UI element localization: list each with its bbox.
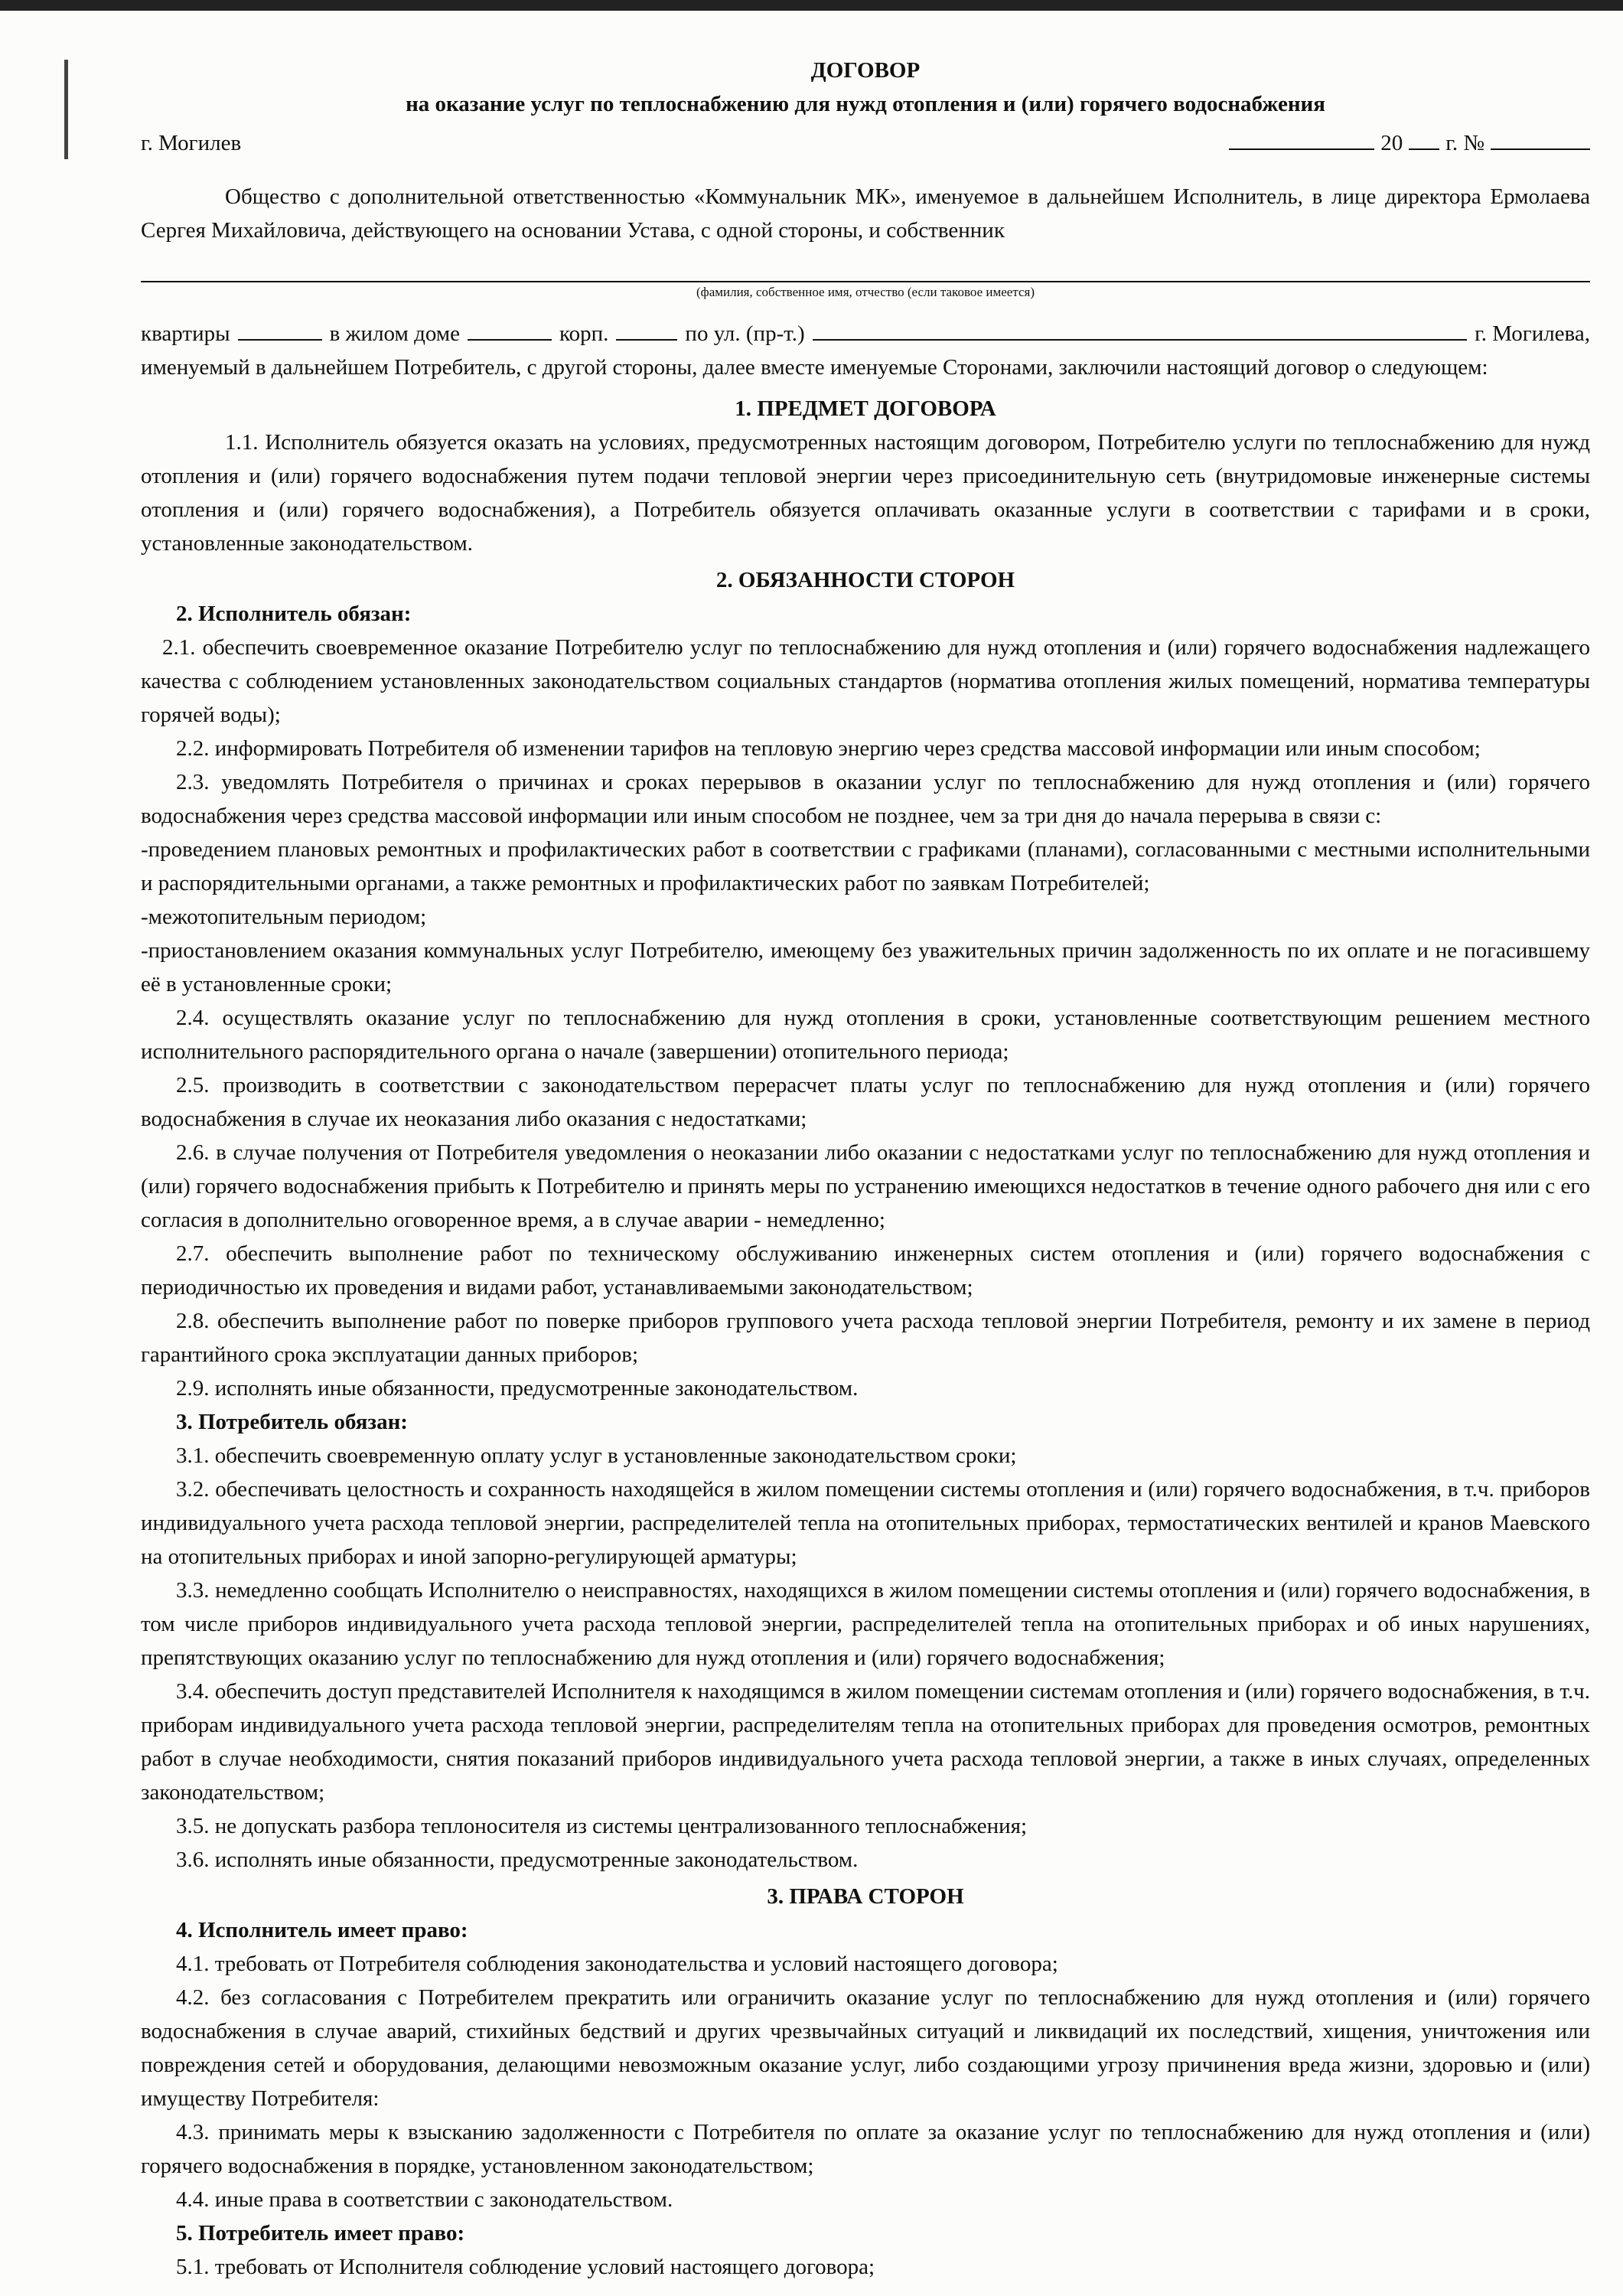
clause-2-4: 2.4. осуществлять оказание услуг по теплоснабжению для нужд отопления в сроки, установленные соответствующим решением местного исполнительного распорядительного органа о начале (завершении) отопительного периода;	[141, 1006, 1590, 1064]
clause-2-7: 2.7. обеспечить выполнение работ по техническому обслуживанию инженерных систем отопления и (или) горячего водоснабжения с периодичностью их проведения и видами работ, устанавливаемыми законодательством;	[141, 1241, 1590, 1300]
clause-2-6: 2.6. в случае получения от Потребителя уведомления о неоказании либо оказании с недостатками услуг по теплоснабжению для нужд отопления и (или) горячего водоснабжения прибыть к Потребителю и принять меры по устранению имеющихся недостатков в течение одного рабочего дня или с его согласия в дополнительно оговоренное время, а в случае аварии - немедленно;	[141, 1140, 1590, 1232]
clause-2-1: 2.1. обеспечить своевременное оказание Потребителю услуг по теплоснабжению для нужд отопления и (или) горячего водоснабжения надлежащего качества с соблюдением установленных законодательством социальных стандартов (норматива отопления жилых помещений, норматива температуры горячей воды);	[141, 635, 1590, 727]
subsection-3-heading: 3. Потребитель обязан:	[176, 1410, 408, 1434]
clause-2-3-item-1: -проведением плановых ремонтных и профилактических работ в соответствии с графиками (планами), согласованными с местными исполнительными и распорядительными органами, а также ремонтных и профилактических работ по заявкам Потребителей;	[141, 837, 1590, 895]
clause-2-2: 2.2. информировать Потребителя об изменении тарифов на тепловую энергию через средства массовой информации или иным способом;	[176, 736, 1481, 761]
clause-3-2: 3.2. обеспечивать целостность и сохранность находящейся в жилом помещении системы отопления и (или) горячего водоснабжения, в т.ч. приборов индивидуального учета расхода тепловой энергии, распределителей тепла на отопительных приборах, термостатических вентилей и кранов Маевского на отопительных приборах и иной запорно-регулирующей арматуры;	[141, 1477, 1590, 1569]
address-row	[141, 316, 1590, 351]
clause-1-1: 1.1. Исполнитель обязуется оказать на условиях, предусмотренных настоящим договором, Потребителю услуги по теплоснабжению для нужд отопления и (или) горячего водоснабжения путем подачи тепловой энергии через присоединительную сеть (внутридомовые инженерные системы отопления и (или) горячего водоснабжения), а Потребитель обязуется оплачивать оказанные услуги в соответствии с тарифами и в сроки, установленные законодательством.	[141, 430, 1590, 556]
document-subtitle: на оказание услуг по теплоснабжению для нужд отопления и (или) горячего водоснабжения	[406, 92, 1325, 116]
document-title: ДОГОВОР	[810, 58, 921, 83]
subsection-5-heading: 5. Потребитель имеет право:	[176, 2221, 465, 2245]
intro-paragraph: Общество с дополнительной ответственностью «Коммунальник МК», именуемое в дальнейшем Исполнитель, в лице директора Ермолаева Сергея Михайловича, действующего на основании Устава, с одной стороны, и собственник	[141, 184, 1590, 243]
date-blank[interactable]	[1229, 126, 1374, 150]
building-blank[interactable]	[616, 316, 677, 341]
building-label: корп.	[559, 321, 609, 346]
number-blank[interactable]	[1491, 126, 1590, 150]
intro-continuation: именуемый в дальнейшем Потребитель, с другой стороны, далее вместе именуемые Сторонами, заключили настоящий договор о следующем:	[141, 355, 1488, 380]
clause-2-3: 2.3. уведомлять Потребителя о причинах и сроках перерывов в оказании услуг по теплоснабжению для нужд отопления и (или) горячего водоснабжения через средства массовой информации или иным способом не позднее, чем за три дня до начала перерыва в связи с:	[141, 770, 1590, 828]
section-3-title: 3. ПРАВА СТОРОН	[767, 1884, 964, 1909]
clause-5-1: 5.1. требовать от Исполнителя соблюдение условий настоящего договора;	[176, 2255, 875, 2279]
clause-3-3: 3.3. немедленно сообщать Исполнителю о неисправностях, находящихся в жилом помещении системы отопления и (или) горячего водоснабжения, в том числе приборов индивидуального учета расхода тепловой энергии, распределителей тепла на отопительных приборах и об иных нарушениях, препятствующих оказанию услуг по теплоснабжению для нужд отопления и (или) горячего водоснабжения;	[141, 1578, 1590, 1670]
apartment-blank[interactable]	[238, 316, 322, 341]
clause-2-8: 2.8. обеспечить выполнение работ по поверке приборов группового учета расхода тепловой энергии Потребителя, ремонту и их замене в период гарантийного срока эксплуатации данных приборов;	[141, 1309, 1590, 1367]
clause-4-3: 4.3. принимать меры к взысканию задолженности с Потребителя по оплате за оказание услуг по теплоснабжению для нужд отопления и (или) горячего водоснабжения в порядке, установленном законодательством;	[141, 2120, 1590, 2178]
city-date-row	[141, 126, 1590, 160]
year-blank[interactable]	[1409, 126, 1439, 150]
owner-name-line[interactable]	[141, 253, 1590, 282]
document-body	[141, 54, 1590, 2284]
apartment-label: квартиры	[141, 321, 230, 346]
subsection-4-heading: 4. Исполнитель имеет право:	[176, 1918, 468, 1942]
street-blank[interactable]	[813, 316, 1467, 341]
house-blank[interactable]	[468, 316, 552, 341]
clause-3-1: 3.1. обеспечить своевременную оплату услуг в установленные законодательством сроки;	[176, 1443, 1017, 1468]
house-label: в жилом доме	[329, 321, 461, 346]
clause-3-6: 3.6. исполнять иные обязанности, предусмотренные законодательством.	[176, 1848, 859, 1872]
scan-left-mark	[64, 60, 68, 159]
owner-name-caption: (фамилия, собственное имя, отчество (если таковое имеется)	[696, 285, 1035, 299]
city-suffix: г. Могилева,	[1475, 321, 1590, 346]
clause-2-5: 2.5. производить в соответствии с законодательством перерасчет платы услуг по теплоснабжению для нужд отопления и (или) горячего водоснабжения в случае их неоказания либо оказания с недостатками;	[141, 1073, 1590, 1131]
clause-3-5: 3.5. не допускать разбора теплоносителя из системы централизованного теплоснабжения;	[176, 1814, 1028, 1838]
clause-4-1: 4.1. требовать от Потребителя соблюдения законодательства и условий настоящего договора;	[176, 1952, 1058, 1976]
clause-4-2: 4.2. без согласования с Потребителем прекратить или ограничить оказание услуг по теплоснабжению для нужд отопления и (или) горячего водоснабжения в случае аварий, стихийных бедствий и других чрезвычайных ситуаций и ликвидаций их последствий, хищения, уничтожения или повреждения сетей и оборудования, делающими невозможным оказание услуг, либо создающими угрозу причинения вреда жизни, здоровью и (или) имуществу Потребителя:	[141, 1985, 1590, 2111]
street-label: по ул. (пр-т.)	[685, 321, 805, 346]
section-1-title: 1. ПРЕДМЕТ ДОГОВОРА	[735, 396, 996, 421]
clause-4-4: 4.4. иные права в соответствии с законодательством.	[176, 2187, 673, 2212]
clause-3-4: 3.4. обеспечить доступ представителей Исполнителя к находящимся в жилом помещении системам отопления и (или) горячего водоснабжения, в т.ч. приборам индивидуального учета расхода тепловой энергии, распределителям тепла на отопительных приборах для проведения осмотров, ремонтных работ в случае необходимости, снятия показаний приборов индивидуального учета расхода тепловой энергии, а также в иных случаях, определенных законодательством;	[141, 1679, 1590, 1805]
subsection-2-heading: 2. Исполнитель обязан:	[176, 602, 412, 626]
clause-2-3-item-2: -межотопительным периодом;	[141, 905, 427, 929]
year-prefix: 20	[1380, 131, 1403, 155]
year-number-label: г. №	[1445, 131, 1484, 155]
date-number-group	[1229, 126, 1590, 160]
city-label: г. Могилев	[141, 131, 242, 155]
clause-2-9: 2.9. исполнять иные обязанности, предусмотренные законодательством.	[176, 1376, 859, 1401]
scan-top-edge	[0, 0, 1623, 11]
clause-2-3-item-3: -приостановлением оказания коммунальных услуг Потребителю, имеющему без уважительных причин задолженность по их оплате и не погасившему её в установленные сроки;	[141, 938, 1590, 996]
section-2-title: 2. ОБЯЗАННОСТИ СТОРОН	[715, 568, 1015, 592]
